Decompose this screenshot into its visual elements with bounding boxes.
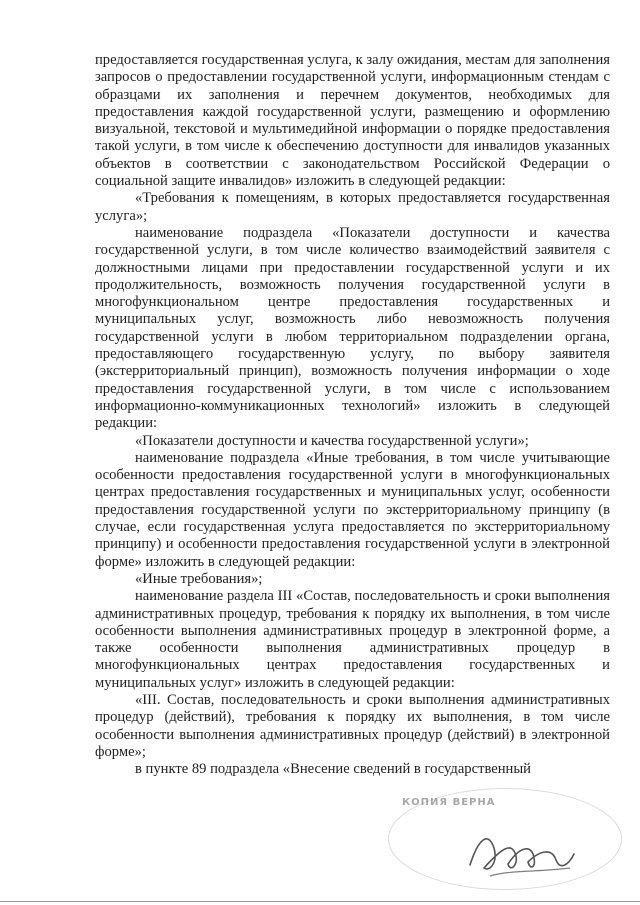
- paragraph-6: «Иные требования»;: [135, 570, 263, 587]
- paragraph-9: в пункте 89 подраздела «Внесение сведений в государственный: [135, 761, 531, 778]
- page-bottom-edge: [0, 901, 640, 902]
- paragraph-8: «III. Состав, последовательность и сроки выполнения административных процедур (действий), требования к порядку их выполнения, в том числе особенности выполнения административных процедур (действий) в электронной форме»;: [95, 691, 610, 760]
- paragraph-7: наименование раздела III «Состав, последовательность и сроки выполнения административных процедур, требования к порядку их выполнения, в том числе особенности выполнения административных процедур в электронной форме, а также особенности выполнения административных процедур в многофункциональных центрах предоставления государственных и муниципальных услуг» изложить в следующей редакции:: [95, 588, 610, 691]
- paragraph-1: предоставляется государственная услуга, к залу ожидания, местам для заполнения запросов о предоставлении государственной услуги, информационным стендам с образцами их заполнения и перечнем документов, необходимых для предоставления каждой государственной услуги, размещению и оформлению визуальной, текстовой и мультимедийной информации о порядке предоставления такой услуги, в том числе к обеспечению доступности для инвалидов указанных объектов в соответствии с законодательством Российской Федерации о социальной защите инвалидов» изложить в следующей редакции:: [95, 52, 610, 190]
- signature-icon: [460, 810, 580, 890]
- paragraph-5: наименование подраздела «Иные требования, в том числе учитывающие особенности предоставления государственной услуги в многофункциональных центрах предоставления государственных и муниципальных услуг, особенности предоставления государственной услуги по экстерриториальному принципу (в случае, если государственная услуга предоставляется по экстерриториальному принципу) и особенности предоставления государственной услуги в электронной форме» изложить в следующей редакции:: [95, 449, 610, 570]
- stamp-label: КОПИЯ ВЕРНА: [402, 797, 496, 808]
- paragraph-4: «Показатели доступности и качества государственной услуги»;: [135, 432, 529, 449]
- paragraph-2: «Требования к помещениям, в которых предоставляется государственная услуга»;: [95, 190, 610, 224]
- document-body: [95, 52, 610, 778]
- paragraph-3: наименование подраздела «Показатели доступности и качества государственной услуги, в том числе количество взаимодействий заявителя с должностными лицами при предоставлении государственной услуги и их продолжительность, возможность получения государственной услуги в многофункциональном центре предоставления государственных и муниципальных услуг, возможность либо невозможность получения государственной услуги в любом территориальном подразделении органа, предоставляющего государственную услугу, по выбору заявителя (экстерриториальный принцип), возможность получения информации о ходе предоставления государственной услуги, в том числе с использованием информационно-коммуникационных технологий» изложить в следующей редакции:: [95, 224, 610, 432]
